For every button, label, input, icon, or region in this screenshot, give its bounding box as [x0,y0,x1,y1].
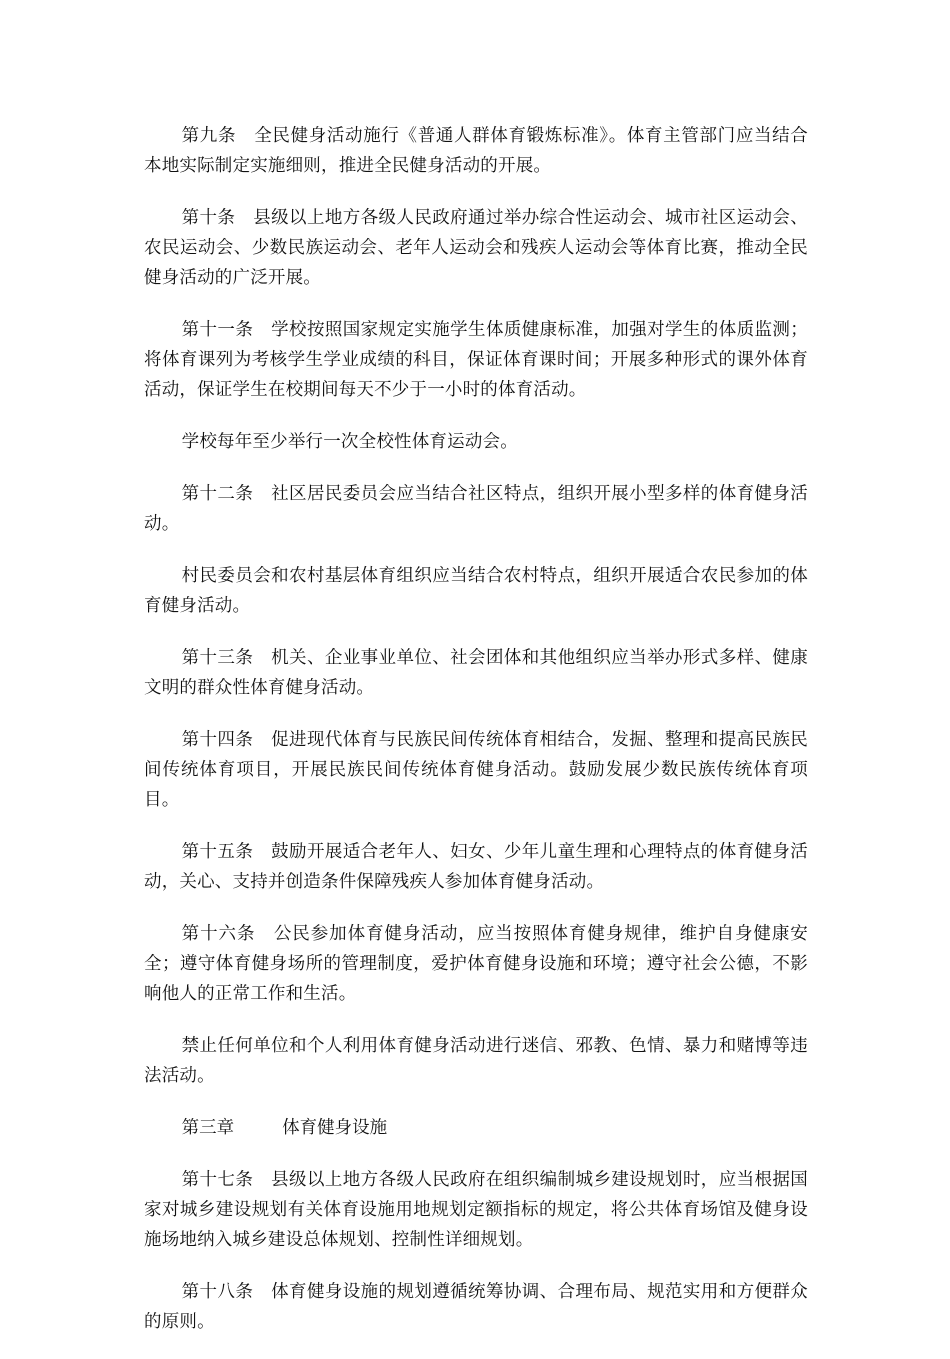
article-17: 第十七条 县级以上地方各级人民政府在组织编制城乡建设规划时，应当根据国家对城乡建设规划有关体育设施用地规划定额指标的规定，将公共体育场馆及健身设施场地纳入城乡建设总体规划、控制性详细规划。 [144,1170,808,1250]
article-13: 第十三条 机关、企业事业单位、社会团体和其他组织应当举办形式多样、健康文明的群众性体育健身活动。 [144,648,808,698]
chapter-number: 第三章 [181,1118,235,1138]
article-16-continuation: 禁止任何单位和个人利用体育健身活动进行迷信、邪教、色情、暴力和赌博等违法活动。 [144,1036,808,1086]
article-10: 第十条 县级以上地方各级人民政府通过举办综合性运动会、城市社区运动会、农民运动会、少数民族运动会、老年人运动会和残疾人运动会等体育比赛，推动全民健身活动的广泛开展。 [144,208,808,288]
article-12: 第十二条 社区居民委员会应当结合社区特点，组织开展小型多样的体育健身活动。 [144,484,808,534]
article-11: 第十一条 学校按照国家规定实施学生体质健康标准，加强对学生的体质监测；将体育课列为考核学生学业成绩的科目，保证体育课时间；开展多种形式的课外体育活动，保证学生在校期间每天不少于一小时的体育活动。 [144,320,808,400]
article-18: 第十八条 体育健身设施的规划遵循统筹协调、合理布局、规范实用和方便群众的原则。 [144,1282,808,1332]
article-9: 第九条 全民健身活动施行《普通人群体育锻炼标准》。体育主管部门应当结合本地实际制定实施细则，推进全民健身活动的开展。 [144,126,808,176]
article-11-continuation: 学校每年至少举行一次全校性体育运动会。 [181,432,518,452]
chapter-title: 体育健身设施 [282,1118,388,1138]
chapter-heading [144,1113,808,1143]
article-14: 第十四条 促进现代体育与民族民间传统体育相结合，发掘、整理和提高民族民间传统体育项目，开展民族民间传统体育健身活动。鼓励发展少数民族传统体育项目。 [144,730,808,810]
article-12-continuation: 村民委员会和农村基层体育组织应当结合农村特点，组织开展适合农民参加的体育健身活动。 [144,566,808,616]
article-15: 第十五条 鼓励开展适合老年人、妇女、少年儿童生理和心理特点的体育健身活动，关心、支持并创造条件保障残疾人参加体育健身活动。 [144,842,808,892]
document-body [144,121,808,1359]
article-16: 第十六条 公民参加体育健身活动，应当按照体育健身规律，维护自身健康安全；遵守体育健身场所的管理制度，爱护体育健身设施和环境；遵守社会公德，不影响他人的正常工作和生活。 [144,924,808,1004]
